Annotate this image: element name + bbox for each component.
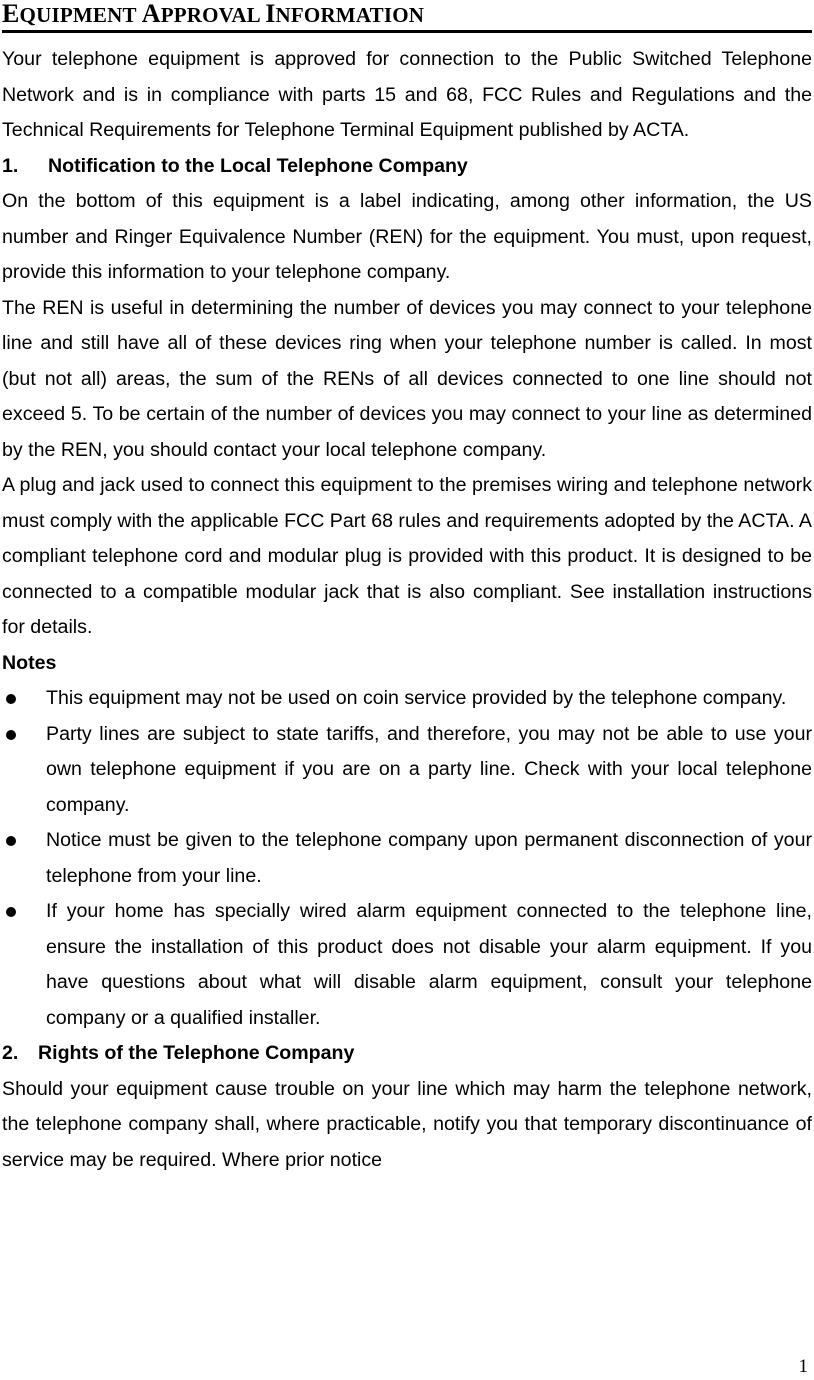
section-2-number: 2. xyxy=(2,1042,19,1064)
section-1-heading xyxy=(2,149,812,185)
section-2-title: Rights of the Telephone Company xyxy=(38,1042,355,1064)
page-header xyxy=(2,2,812,33)
section-1-paragraph: The REN is useful in determining the number of devices you may connect to your telephone line and still have all of these devices ring when your telephone number is called. In most (but not all) areas, the sum of the RENs of all devices connected to one line should not exceed 5. To be certain of the number of devices you may connect to your line as determined by the REN, you should contact your local telephone company. xyxy=(2,296,812,461)
header-initial-3: I xyxy=(265,0,276,28)
list-item xyxy=(2,894,812,1036)
note-text: This equipment may not be used on coin service provided by the telephone company. xyxy=(46,687,787,709)
note-text: If your home has specially wired alarm equipment connected to the telephone line, ensure the installation of this product does not disable your alarm equipment. If you have questions about what will disable alarm equipment, consult your telephone company or a qualified installer. xyxy=(46,900,812,1029)
note-text: Party lines are subject to state tariffs, and therefore, you may not be able to use your own telephone equipment if you are on a party line. Check with your local telephone company. xyxy=(46,722,812,816)
list-item xyxy=(2,681,812,717)
bullet-icon xyxy=(2,717,46,740)
header-word-1: QUIPMENT xyxy=(19,3,142,27)
notes-title: Notes xyxy=(2,651,57,674)
section-1-paragraph: A plug and jack used to connect this equipment to the premises wiring and telephone network must comply with the applicable FCC Part 68 rules and requirements adopted by the ACTA. A compliant telephone cord and modular plug is provided with this product. It is designed to be connected to a compatible modular jack that is also compliant. See installation instructions for details. xyxy=(2,474,812,638)
note-text: Notice must be given to the telephone company upon permanent disconnection of your telephone from your line. xyxy=(46,829,812,887)
bullet-icon xyxy=(2,681,46,704)
page-number: 1 xyxy=(798,1356,808,1377)
section-1-paragraph: On the bottom of this equipment is a label indicating, among other information, the US number and Ringer Equivalence Number (REN) for the equipment. You must, upon request, provide this information to your telephone company. xyxy=(2,190,812,283)
intro-paragraph: Your telephone equipment is approved for connection to the Public Switched Telephone Network and is in compliance with parts 15 and 68, FCC Rules and Regulations and the Technical Requirements for Telephone Terminal Equipment published by ACTA. xyxy=(2,48,812,141)
list-item xyxy=(2,823,812,894)
header-word-3: NFORMATION xyxy=(275,3,425,27)
header-initial-2: A xyxy=(141,0,161,28)
section-2-heading xyxy=(2,1036,812,1072)
notes-list xyxy=(2,681,812,1036)
header-word-2: PPROVAL xyxy=(160,3,266,27)
section-1-title: Notification to the Local Telephone Company xyxy=(48,154,468,177)
section-1-number: 1. xyxy=(2,154,19,177)
document-body xyxy=(2,42,812,1178)
list-item xyxy=(2,717,812,824)
header-initial-1: E xyxy=(2,0,20,28)
bullet-icon xyxy=(2,823,46,846)
section-2-paragraph: Should your equipment cause trouble on your line which may harm the telephone network, the telephone company shall, where practicable, notify you that temporary discontinuance of service may be required. Where prior notice xyxy=(2,1077,812,1171)
bullet-icon xyxy=(2,894,46,917)
